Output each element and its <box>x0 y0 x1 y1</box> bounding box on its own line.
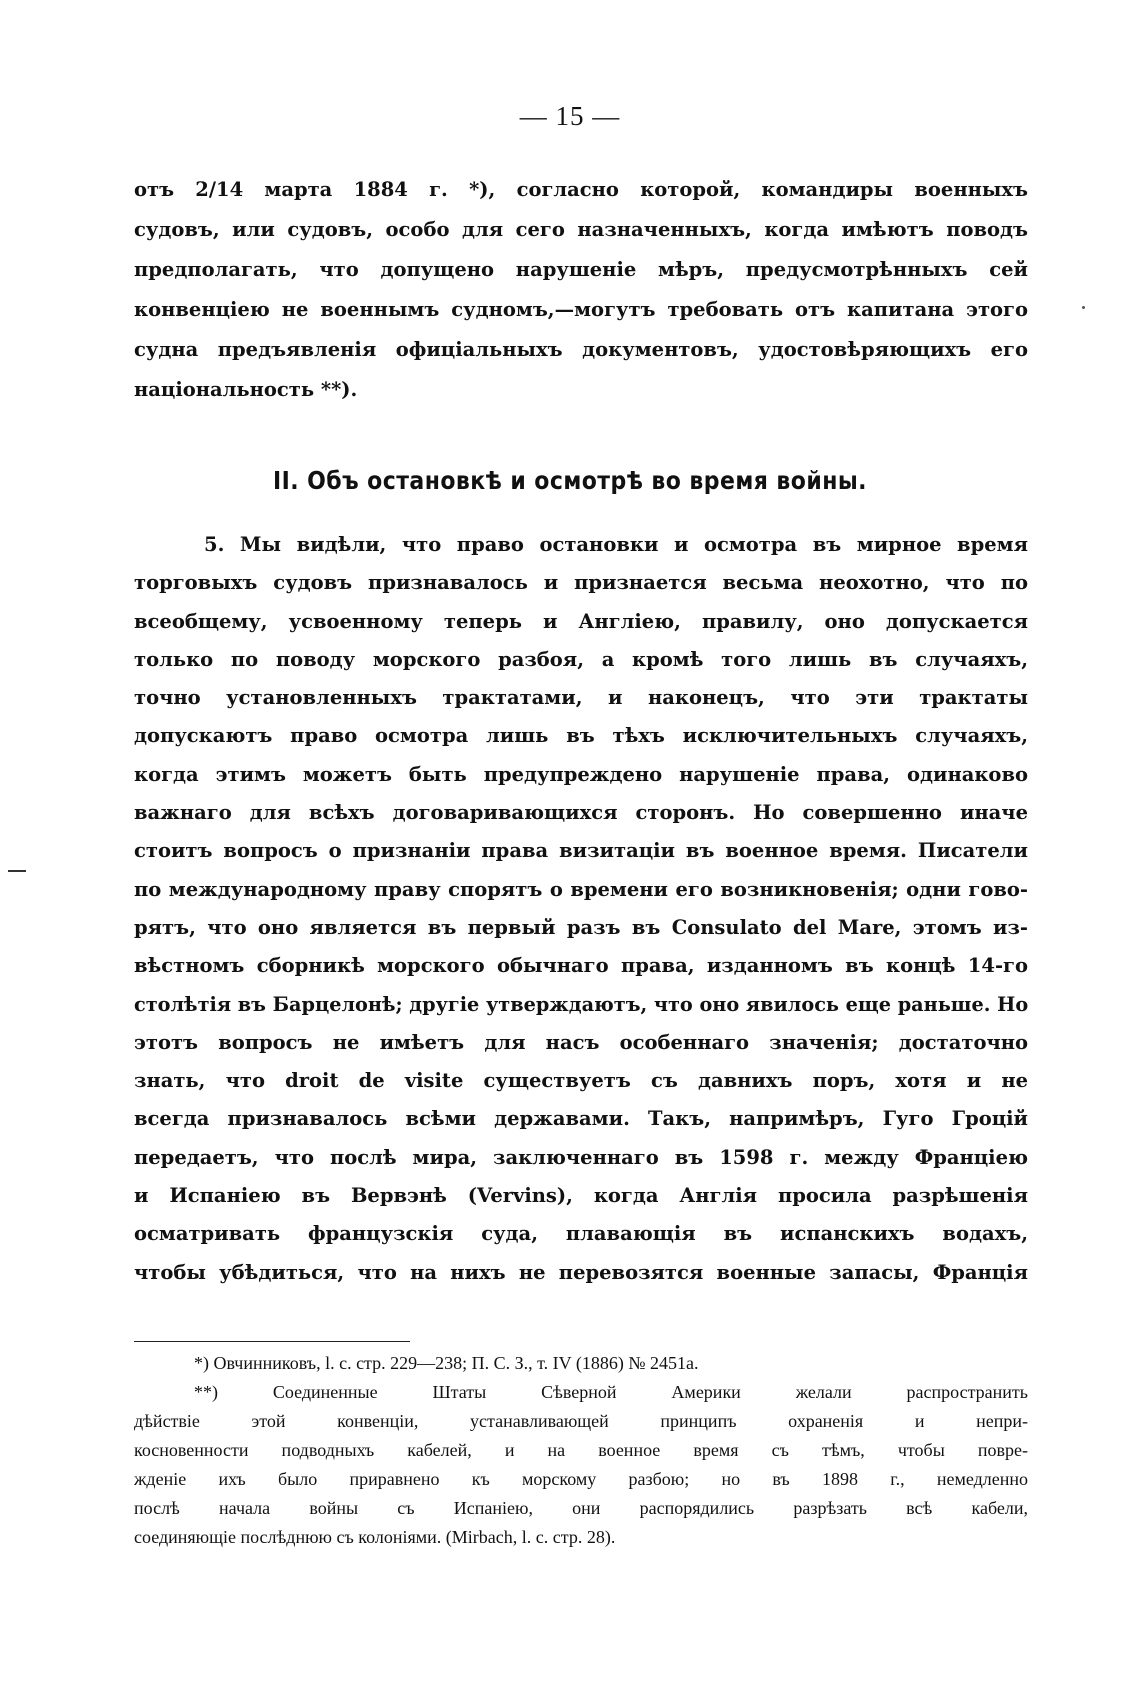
text-line: этотъ вопросъ не имѣетъ для насъ особеннаго значенія; достаточно <box>134 1030 1028 1054</box>
footnote-line: соединяющіе послѣднюю съ колоніями. (Mirbach, l. c. стр. 28). <box>134 1527 616 1547</box>
text-line: 5. Мы видѣли, что право остановки и осмотра въ мирное время <box>204 533 1028 556</box>
text-line: предполагать, что допущено нарушеніе мѣръ, предусмотрѣнныхъ сей <box>134 258 1028 281</box>
text-line: чтобы убѣдиться, что на нихъ не перевозятся военные запасы, Франція <box>134 1260 1028 1284</box>
margin-mark <box>8 870 26 872</box>
text-line: всеобщему, усвоенному теперь и Англіею, правилу, оно допускается <box>134 609 1028 633</box>
text-line: судовъ, или судовъ, особо для сего назначенныхъ, когда имѣютъ поводъ <box>134 218 1028 241</box>
footnote-line: дѣйствіе этой конвенціи, устанавливающей принципъ охраненія и непри- <box>134 1411 1028 1431</box>
text-line: столѣтія въ Барцелонѣ; другіе утверждаютъ, что оно явилось еще раньше. Но <box>134 992 1028 1016</box>
footnote-line: *) Овчинниковъ, l. c. стр. 229—238; П. С. З., т. IV (1886) № 2451а. <box>194 1353 699 1373</box>
text-line: національность **). <box>134 378 358 401</box>
text-line: вѣстномъ сборникѣ морского обычнаго права, изданномъ въ концѣ 14-го <box>134 954 1028 978</box>
text-line: конвенціею не военнымъ судномъ,—могутъ требовать отъ капитана этого <box>134 298 1028 321</box>
text-line: отъ 2/14 марта 1884 г. *), согласно которой, командиры военныхъ <box>134 178 1028 201</box>
section-heading: II. Объ остановкѣ и осмотрѣ во время войны. <box>273 466 867 495</box>
text-line: знать, что droit de visite существуетъ съ давнихъ поръ, хотя и не <box>134 1069 1028 1093</box>
speck-mark <box>1082 306 1085 309</box>
text-line: осматривать французскія суда, плавающія въ испанскихъ водахъ, <box>134 1222 1028 1246</box>
footnote-line: косновенности подводныхъ кабелей, и на военное время съ тѣмъ, чтобы повре- <box>134 1440 1028 1460</box>
footnotes <box>134 1349 1028 1552</box>
text-line: только по поводу морского разбоя, а кромѣ того лишь въ случаяхъ, <box>134 647 1028 671</box>
footnote-line: послѣ начала войны съ Испаніею, они распорядились разрѣзать всѣ кабели, <box>134 1498 1028 1518</box>
text-line: допускаютъ право осмотра лишь въ тѣхъ исключительныхъ случаяхъ, <box>134 724 1028 748</box>
paragraph-continued <box>134 170 1028 410</box>
text-line: важнаго для всѣхъ договаривающихся сторонъ. Но совершенно иначе <box>134 801 1028 825</box>
text-line: и Испаніею въ Вервэнѣ (Vervins), когда Англія просила разрѣшенія <box>134 1184 1028 1208</box>
text-line: всегда признавалось всѣми державами. Такъ, напримѣръ, Гуго Гроцій <box>134 1107 1028 1131</box>
text-line: судна предъявленія офиціальныхъ документовъ, удостовѣряющихъ его <box>134 338 1028 361</box>
text-line: стоитъ вопросъ о признаніи права визитаціи въ военное время. Писатели <box>134 839 1028 863</box>
text-line: когда этимъ можетъ быть предупреждено нарушеніе права, одинаково <box>134 762 1028 786</box>
text-line: торговыхъ судовъ признавалось и признается весьма неохотно, что по <box>134 571 1028 595</box>
footnote-divider <box>134 1341 410 1342</box>
footnote-line: **) Соединенные Штаты Сѣверной Америки желали распространить <box>194 1382 1028 1402</box>
page-number: — 15 — <box>519 101 621 131</box>
text-line: точно установленныхъ трактатами, и наконецъ, что эти трактаты <box>134 686 1028 710</box>
text-line: передаетъ, что послѣ мира, заключеннаго въ 1598 г. между Франціею <box>134 1145 1028 1169</box>
paragraph-5 <box>134 526 1028 1292</box>
footnote-line: жденіе ихъ было приравнено къ морскому разбою; но въ 1898 г., немедленно <box>134 1469 1028 1489</box>
text-line: рятъ, что оно является въ первый разъ въ Consulato del Mare, этомъ из- <box>134 915 1028 939</box>
text-line: по международному праву спорятъ о времени его возникновенія; одни гово- <box>134 877 1028 901</box>
